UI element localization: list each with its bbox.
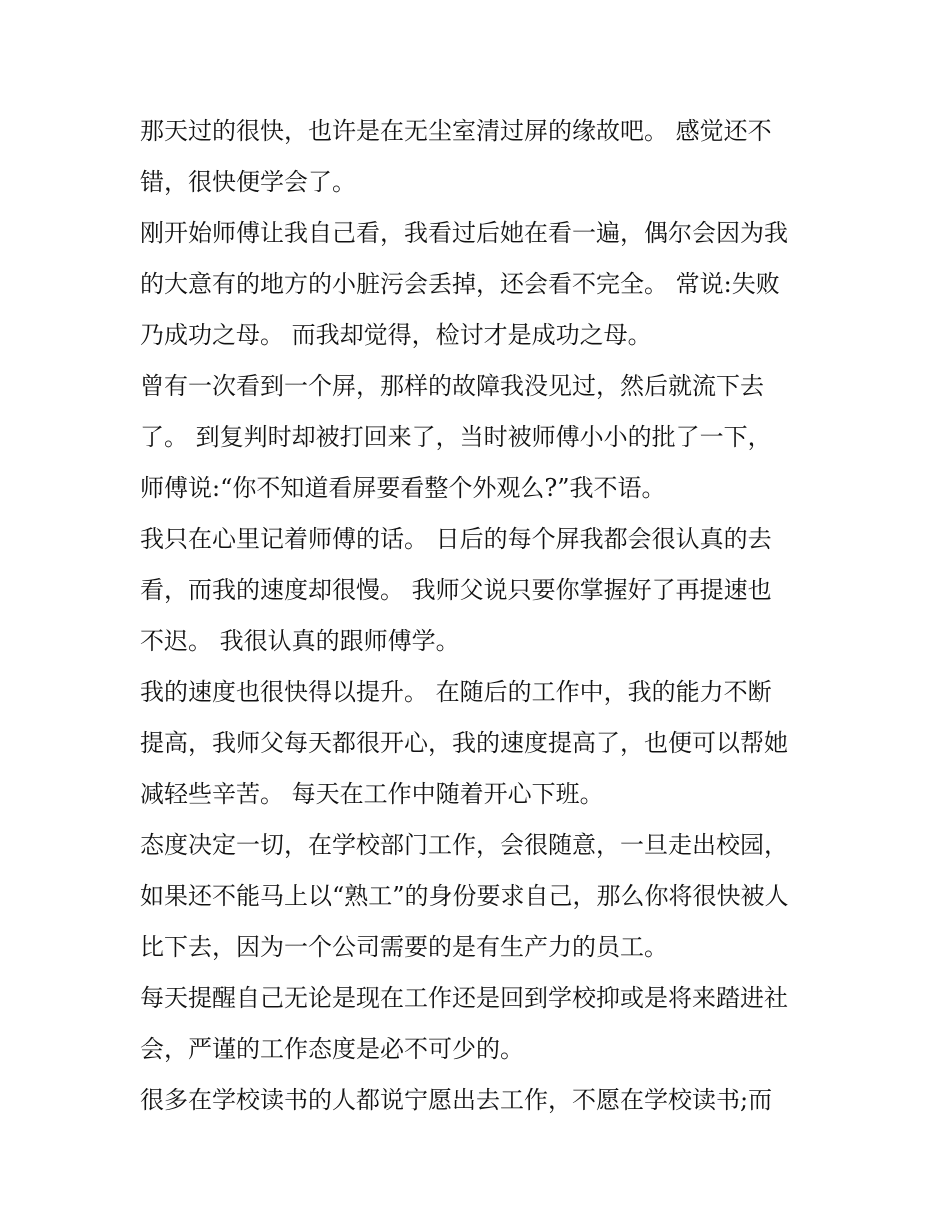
text-line: 提高，我师父每天都很开心，我的速度提高了，也便可以帮她 xyxy=(140,729,788,757)
text-line: 师傅说:“你不知道看屏要看整个外观么?”我不语。 xyxy=(140,474,666,502)
text-line: 很多在学校读书的人都说宁愿出去工作，不愿在学校读书;而 xyxy=(140,1086,773,1114)
text-line: 我的速度也很快得以提升。 在随后的工作中，我的能力不断 xyxy=(140,678,772,706)
text-line: 那天过的很快，也许是在无尘室清过屏的缘故吧。 感觉还不 xyxy=(140,117,772,145)
text-line: 的大意有的地方的小脏污会丢掉，还会看不完全。 常说:失败 xyxy=(140,270,780,298)
text-line: 如果还不能马上以“熟工”的身份要求自己，那么你将很快被人 xyxy=(140,882,789,910)
text-line: 刚开始师傅让我自己看，我看过后她在看一遍，偶尔会因为我 xyxy=(140,219,788,247)
text-line: 看，而我的速度却很慢。 我师父说只要你掌握好了再提速也 xyxy=(140,576,772,604)
document-body xyxy=(140,106,820,1126)
text-line: 了。 到复判时却被打回来了，当时被师傅小小的批了一下， xyxy=(140,423,772,451)
text-line: 比下去，因为一个公司需要的是有生产力的员工。 xyxy=(140,933,668,961)
text-line: 曾有一次看到一个屏，那样的故障我没见过，然后就流下去 xyxy=(140,372,764,400)
text-line: 错，很快便学会了。 xyxy=(140,168,356,196)
text-line: 乃成功之母。 而我却觉得，检讨才是成功之母。 xyxy=(140,321,652,349)
text-line: 不迟。 我很认真的跟师傅学。 xyxy=(140,627,460,655)
text-line: 态度决定一切，在学校部门工作，会很随意，一旦走出校园， xyxy=(140,831,788,859)
text-line: 减轻些辛苦。 每天在工作中随着开心下班。 xyxy=(140,780,604,808)
text-line: 会，严谨的工作态度是必不可少的。 xyxy=(140,1035,524,1063)
text-line: 每天提醒自己无论是现在工作还是回到学校抑或是将来踏进社 xyxy=(140,984,788,1012)
text-line: 我只在心里记着师傅的话。 日后的每个屏我都会很认真的去 xyxy=(140,525,772,553)
